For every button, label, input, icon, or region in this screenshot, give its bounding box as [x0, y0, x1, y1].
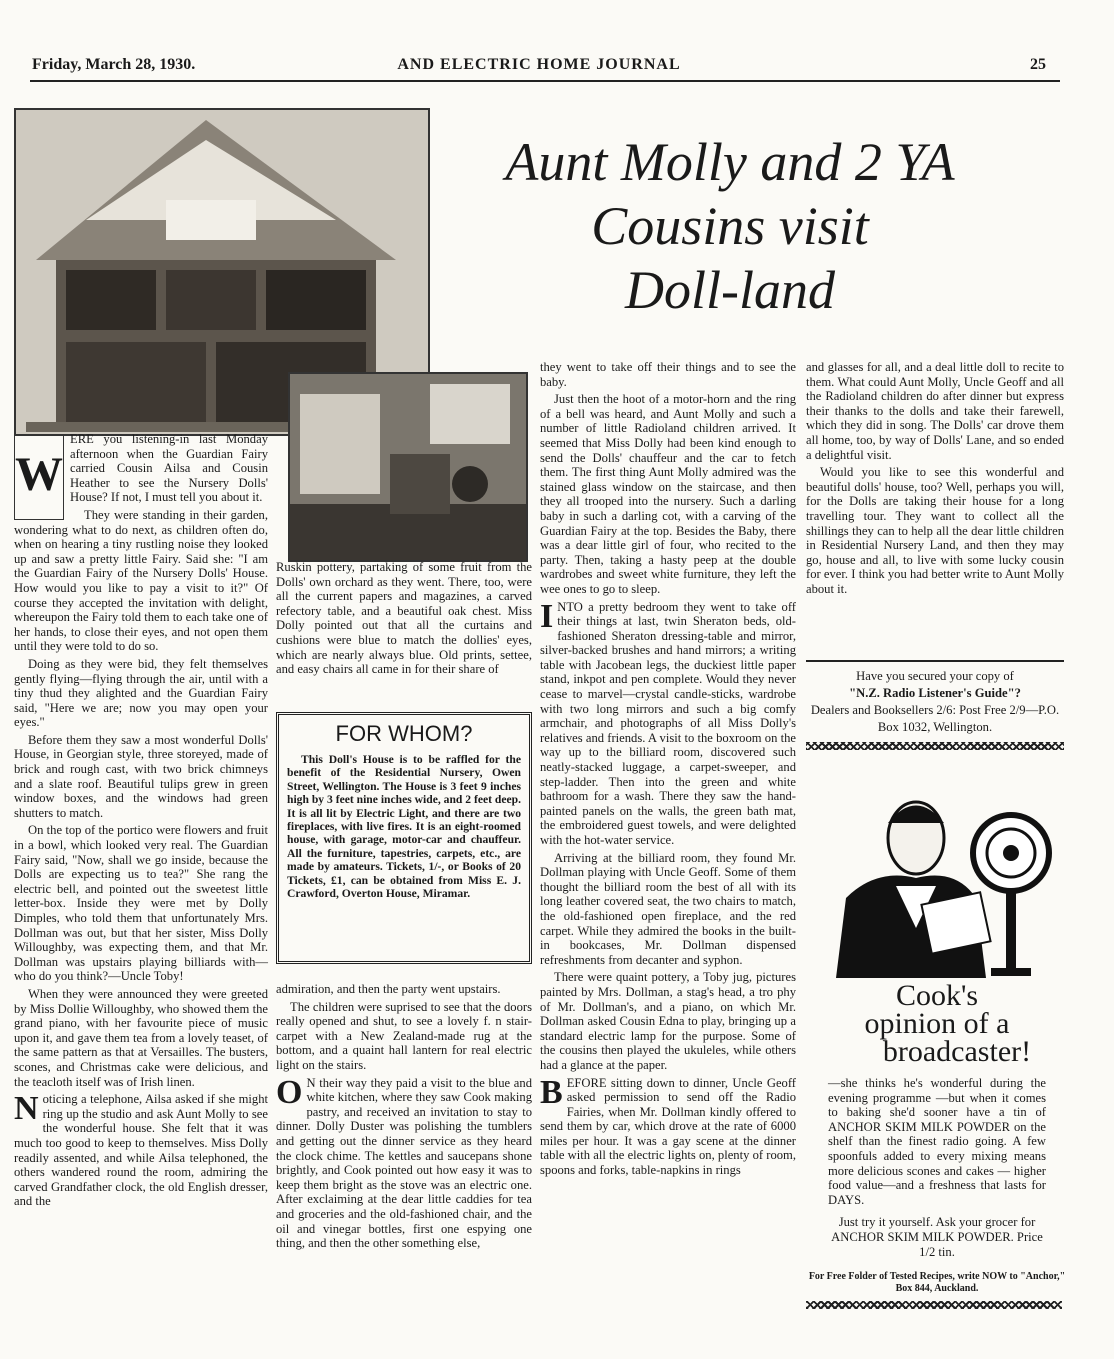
header-rule [30, 80, 1060, 82]
drop-cap-n: N [14, 1090, 39, 1128]
column-2-top [276, 560, 532, 680]
paragraph: ERE you listening-in last Monday afternoon when the Guardian Fairy carried Cousin Ailsa and Cousin Heather to see the Nursery Dolls' House? If not, I must tell you about it. [70, 432, 268, 505]
issue-date: Friday, March 28, 1930. [32, 56, 196, 73]
paragraph: When they were announced they were greeted by Miss Dollie Willoughby, who showed them the grand piano, with her favourite piece of music upon it, and gave them tea from a lovely teaset, of the same pattern as that at Versailles. The busters, scones, and Christmas cake were delicious, and the teacloth itself was of Irish linen. [14, 986, 268, 1089]
paragraph: Arriving at the billiard room, they found Mr. Dollman playing with Uncle Geoff. Some of them thought the billiard room the best of all with its long leather covered seat, the two chairs to match, the old-fashioned open fireplace, and the red carpet. While they admired the books in the built-in bookcases, Mr. Dollman dispensed refreshments from decanter and syphon. [540, 850, 796, 967]
paragraph: There were quaint pottery, a Toby jug, pictures painted by Mrs. Dollman, a stag's head, a tro phy of Mr. Dollman's, and a piano, on which Mr. Dollman asked Cousin Edna to play, bringing up a standard electric lamp for the purpose. Some of the cousins then played the ukuleles, while others had a glance at the paper. [540, 970, 796, 1072]
guide-line-1: Have you secured your copy of [856, 669, 1014, 683]
paragraph: Just then the hoot of a motor-horn and the ring of a bell was heard, and Aunt Molly and such a number of little Radioland children arrived. It seemed that Miss Dolly had been kind enough to send the Dolls' chauffeur and the car to fetch them. The first thing Aunt Molly admired was the stained glass window on the staircase, and then they all trooped into the nursery. Such a darling baby in such a darling cot, with a carving of the Guardian Fairy at the top. Besides the Baby, there was a dear little girl of four, who recited to the party. Then, taking a hasty peep at the double wardrobes and sweet white furniture, they left the wee ones to go to sleep. [540, 392, 796, 596]
zigzag-border [806, 1301, 1062, 1309]
guide-line-2: "N.Z. Radio Listener's Guide"? [849, 686, 1021, 700]
paragraph: Before them they saw a most wonderful Dolls' House, in Georgian style, three storeyed, made of brick and rough cast, with two brick chimneys and a slate roof. Beautiful tulips grew in green window boxes, and the windows had green shutters to match. [14, 732, 268, 820]
paragraph: admiration, and then the party went upstairs. [276, 982, 501, 996]
column-2-bottom [276, 982, 532, 1254]
ad-title-1: Cook's [895, 979, 979, 1012]
paragraph [540, 1073, 796, 1178]
for-whom-heading: FOR WHOM? [335, 721, 473, 746]
paragraph [276, 1073, 532, 1251]
paragraph-text: oticing a telephone, Ailsa asked if she might ring up the studio and ask Aunt Molly to see the wonderful house. She felt that it was much too good to keep to themselves. Miss Dolly readily assented, and while Ailsa telephoned, the others wandered round the room, admiring the carved Grandfather clock, the old English dresser, and the [14, 1092, 268, 1209]
paragraph: They were standing in their garden, wondering what to do next, as children often do, when on hearing a tiny rustling noise they looked up and saw a pretty little Fairy. Said she: "I am the Guardian Fairy of the Nursery Dolls' House. How would you like to pay a visit to it?" Of course they accepted the invitation with delight, whereupon the Fairy told them to each take one of her hands, to close their eyes, and not open them until they were told to do so. [14, 507, 268, 654]
drop-cap-o: O [276, 1073, 303, 1111]
ad-title-3: broadcaster! [882, 1035, 1032, 1068]
column-3 [540, 360, 796, 1181]
paragraph: Doing as they were bid, they felt themselves gently flying—flying through the air, until with a tiny thud they alighted and the Guardian Fairy said, "Here we are; now you may open your eyes." [14, 656, 268, 730]
column-4 [806, 360, 1064, 600]
journal-name: AND ELECTRIC HOME JOURNAL [397, 56, 681, 73]
paragraph-text: N their way they paid a visit to the blue and white kitchen, where they saw Cook making pastry, and received an invitation to stay to dinner. Dolly Duster was polishing the tumblers and getting out the dinner service as they heard the clock chime. The kettles and saucepans shone brightly, and Cook pointed out how easy it was to keep them bright as the stove was an electric one. After exclaiming at the dear little caddies for tea and groceries and the old-fashioned chair, and the oil and vinegar bottles, first one espying one thing, and then the other something else, [276, 1075, 532, 1251]
paragraph-text: EFORE sitting down to dinner, Uncle Geoff asked permission to send off the Radio Fairies, when Mr. Dollman kindly offered to send them by car, which drove at the rate of 6000 miles per hour. It was a gay scene at the dinner table with all the electric lights on, plenty of room, spoons and forks, table-napkins in rings [540, 1075, 796, 1178]
paragraph-text: NTO a pretty bedroom they went to take off their things at last, twin Sheraton beds, old-fashioned Sheraton dressing-table and mirror, silver-backed brushes and hand mirrors; a writing table with Jacobean legs, the duckiest little paper stand, inkpot and pen complete. Would they never cease to marvel—crystal candle-sticks, wardrobe with two long mirrors and such a big comfy armchair, and photographs of all Miss Dolly's relatives and friends. A visit to the boxroom on the way up to the billiard room, discovered such neatly-stacked luggage, a carpet-sweeper, and step-ladder. Then into the green and white bathroom for a wash. There they saw the hand-painted panels on the walls, the green bath mat, the embroidered guest towels, and were delighted with the hot-water service. [540, 599, 796, 847]
title-line-1: Aunt Molly and 2 YA [505, 132, 955, 192]
drop-cap-b: B [540, 1073, 563, 1111]
zigzag-border [806, 742, 1064, 750]
paragraph: they went to take off their things and to see the baby. [540, 360, 796, 389]
ad-title-2: opinion of a [864, 1007, 1010, 1040]
cook-illustration [806, 778, 1062, 1046]
interior-photo [288, 372, 528, 562]
guide-line-3: Dealers and Booksellers 2/6: Post Free 2/9—P.O. Box 1032, Wellington. [810, 703, 1060, 734]
article-title [430, 130, 1030, 322]
for-whom-body: This Doll's House is to be raffled for the benefit of the Residential Nursery, Owen Street, Wellington. The House is 3 feet 9 inches high by 3 feet nine inches wide, and 2 feet deep. It is all lit by Electric Light, and there are two fireplaces, with live fires. It is an eight-roomed house, with garage, motor-car and chauffeur. All the furniture, tapestries, carpets, etc., are made by amateurs. Tickets, 1/-, or Books of 20 Tickets, £1, can be obtained from Miss E. J. Crawford, Overton House, Miramar. [287, 753, 521, 901]
column-1 [14, 432, 268, 1212]
page-header [32, 56, 1046, 78]
anchor-advertisement [806, 778, 1068, 1309]
paragraph: Ruskin pottery, partaking of some fruit from the Dolls' own orchard as they went. There, too, were all the current papers and magazines, a carved refectory table, and a beautiful oak chest. Miss Dolly pointed out that all the curtains and cushions were blue to match the dollies' eyes, which are nearly always blue. Old prints, settee, and easy chairs all came in for their share of [276, 560, 532, 677]
listeners-guide-notice [806, 660, 1064, 750]
paragraph: Would you like to see this wonderful and beautiful dolls' house, too? Well, perhaps you will, for the Dolls are taking their house for a long travelling tour. They want to collect all the shillings they can to help all the dear little children in Residential Nursery Land, and then they may go, house and all, to live with some lucky cousin for ever. I think you had better write to Aunt Molly about it. [806, 465, 1064, 596]
page-number: 25 [1030, 56, 1046, 73]
paragraph: On the top of the portico were flowers and fruit in a bowl, which looked very real. The Guardian Fairy said, "Now, shall we go inside, because the Dolls are expecting us to tea?" She rang the electric bell, and pointed out the sweetest little letter-box. Inside they were met by Dolly Dimples, who told them that unfortunately Mrs. Dollman was out, but that her sister, Miss Dolly Willoughby, was expecting them, and that Mr. Dollman was upstairs playing billiards with—who do you think?—Uncle Toby! [14, 823, 268, 984]
drop-cap-w: W [14, 434, 64, 520]
ad-body: —she thinks he's wonderful during the evening programme —but when it comes to baking she'd sooner have a tin of ANCHOR SKIM MILK POWDER on the shelf than the finest radio going. A few spoonfuls added to every mixing means more delicious scones and cakes — higher food value—and a freshness that lasts for DAYS. [828, 1076, 1046, 1207]
paragraph: The children were suprised to see that the doors really opened and shut, to see a lovely f. n stair-carpet with a New Zealand-made rug at the bottom, and a quaint hall lantern for real electric light on the stairs. [276, 999, 532, 1072]
for-whom-box [276, 712, 532, 964]
title-line-2: Cousins visit [591, 196, 869, 256]
ad-body-2: Just try it yourself. Ask your grocer for ANCHOR SKIM MILK POWDER. Price 1/2 tin. [831, 1215, 1043, 1259]
paragraph [14, 1092, 268, 1209]
paragraph: and glasses for all, and a deal little doll to recite to them. What could Aunt Molly, Uncle Geoff and all the Radioland children do after dinner but express their thanks to the dolls and take their farewell, which they did in song. The Dolls' car drove them all home, too, by way of Dolls' Lane, and so ended a delightful visit. [806, 360, 1064, 462]
drop-cap-i: I [540, 597, 554, 635]
ad-footer: For Free Folder of Tested Recipes, write NOW to "Anchor," Box 844, Auckland. [808, 1271, 1066, 1295]
paragraph [540, 597, 796, 848]
title-line-3: Doll-land [625, 260, 835, 320]
